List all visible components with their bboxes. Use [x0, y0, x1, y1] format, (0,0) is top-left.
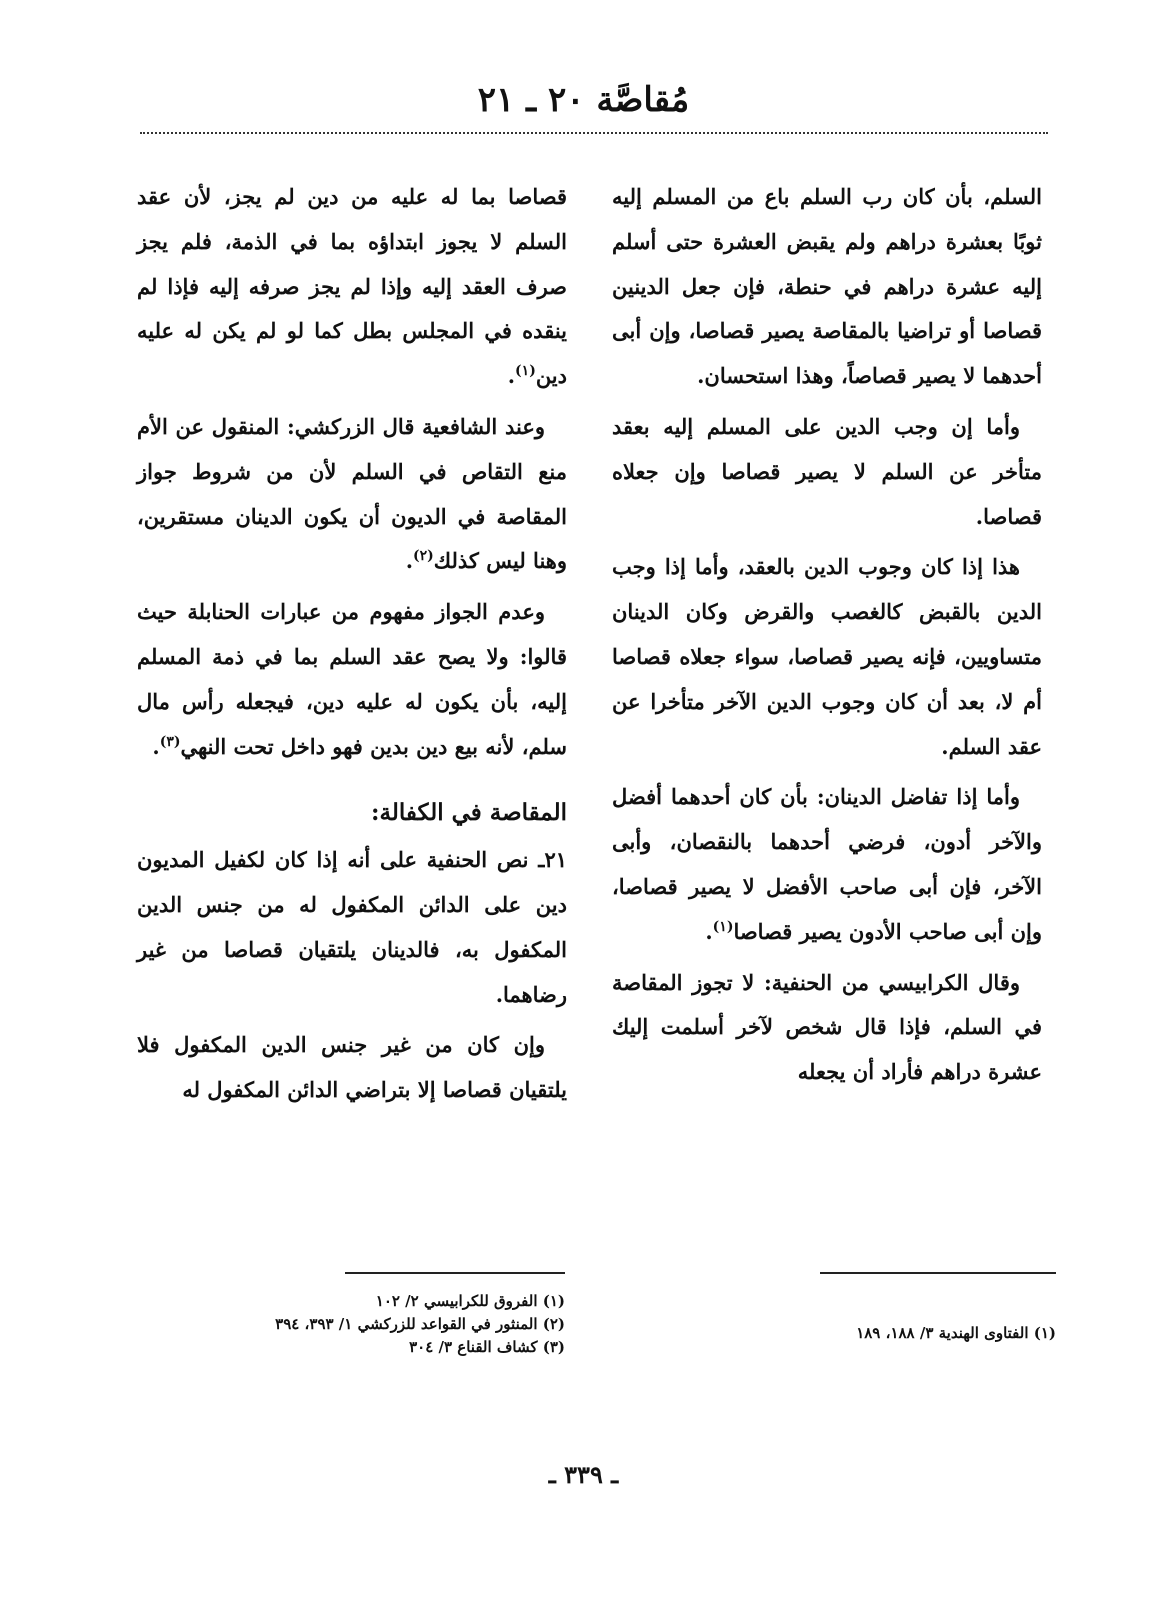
- footnote-separator: [820, 1272, 1056, 1274]
- footnote: (١) الفروق للكرابيسي ٢/ ١٠٢: [375, 1292, 565, 1310]
- footnote-separator: [345, 1272, 565, 1274]
- paragraph: ٢١ـ نص الحنفية على أنه إذا كان لكفيل المديون دين على الدائن المكفول له من جنس الدين المكفول به، فالدينان يلتقيان قصاصا من غير رضاهما.: [137, 847, 567, 1007]
- footnote-ref: (٢): [413, 548, 434, 565]
- footnote-ref: (١): [515, 363, 536, 380]
- footnote-ref: (٣): [159, 733, 181, 750]
- header-dotted-rule: [140, 132, 1048, 134]
- paragraph: وعند الشافعية قال الزركشي: المنقول عن الأم منع التقاص في السلم لأن من شروط جواز المقاصة في الديون أن يكون الدينان مستقرين، وهنا ليس كذلك$^{(٢)}$.: [137, 413, 567, 574]
- paragraph: السلم، بأن كان رب السلم باع من المسلم إليه ثوبًا بعشرة دراهم ولم يقبض العشرة حتى أسلم إليه عشرة دراهم في حنطة، فإن جعل الدينين قصاصا أو تراضيا بالمقاصة يصير قصاصا، وإن أبى أحدهما لا يصير قصاصاً، وهذا استحسان.: [612, 184, 1042, 389]
- paragraph: وقال الكرابيسي من الحنفية: لا تجوز المقاصة في السلم، فإذا قال شخص لآخر أسلمت إليك عشرة دراهم فأراد أن يجعله: [612, 969, 1042, 1085]
- footnotes-left: [200, 1290, 565, 1359]
- footnote-ref: (١): [712, 918, 734, 935]
- page-number: ـ ٣٣٩ ـ: [548, 1460, 619, 1489]
- footnote: (١) الفتاوى الهندية ٣/ ١٨٨، ١٨٩: [856, 1324, 1056, 1342]
- left-column: [137, 175, 567, 1119]
- section-heading: المقاصة في الكفالة:: [371, 799, 567, 827]
- paragraph: هذا إذا كان وجوب الدين بالعقد، وأما إذا وجب الدين بالقبض كالغصب والقرض وكان الدينان متساويين، فإنه يصير قصاصا، سواء جعلاه قصاصا أم لا، بعد أن كان وجوب الدين الآخر متأخرا عن عقد السلم.: [612, 554, 1042, 759]
- paragraph: وإن كان من غير جنس الدين المكفول فلا يلتقيان قصاصا إلا بتراضي الدائن المكفول له: [137, 1032, 567, 1103]
- right-column: [612, 175, 1042, 1101]
- paragraph: قصاصا بما له عليه من دين لم يجز، لأن عقد السلم لا يجوز ابتداؤه بما في الذمة، فلم يجز صرف العقد إليه وإذا لم يجز صرفه إليه فإذا لم ينقده في المجلس بطل كما لو لم يكن له عليه دين$^{(١)}$.: [137, 184, 567, 389]
- footnote: (٣) كشاف القناع ٣/ ٣٠٤: [409, 1338, 565, 1356]
- paragraph: وأما إن وجب الدين على المسلم إليه بعقد متأخر عن السلم لا يصير قصاصا وإن جعلاه قصاصا.: [612, 413, 1042, 529]
- paragraph: وأما إذا تفاضل الدينان: بأن كان أحدهما أفضل والآخر أدون، فرضي أحدهما بالنقصان، وأبى الآخر، فإن أبى صاحب الأفضل لا يصير قصاصا، وإن أبى صاحب الأدون يصير قصاصا$^{(١)}$.: [612, 784, 1042, 944]
- footnotes-right: [760, 1322, 1056, 1345]
- footnote: (٢) المنثور في القواعد للزركشي ١/ ٣٩٣، ٣٩٤: [275, 1315, 565, 1333]
- running-head: مُقاصَّة ٢٠ ـ ٢١: [477, 80, 690, 120]
- paragraph: وعدم الجواز مفهوم من عبارات الحنابلة حيث قالوا: ولا يصح عقد السلم بما في ذمة المسلم إليه، بأن يكون له عليه دين، فيجعله رأس مال سلم، لأنه بيع دين بدين فهو داخل تحت النهي$^{(٣)}$.: [137, 599, 567, 759]
